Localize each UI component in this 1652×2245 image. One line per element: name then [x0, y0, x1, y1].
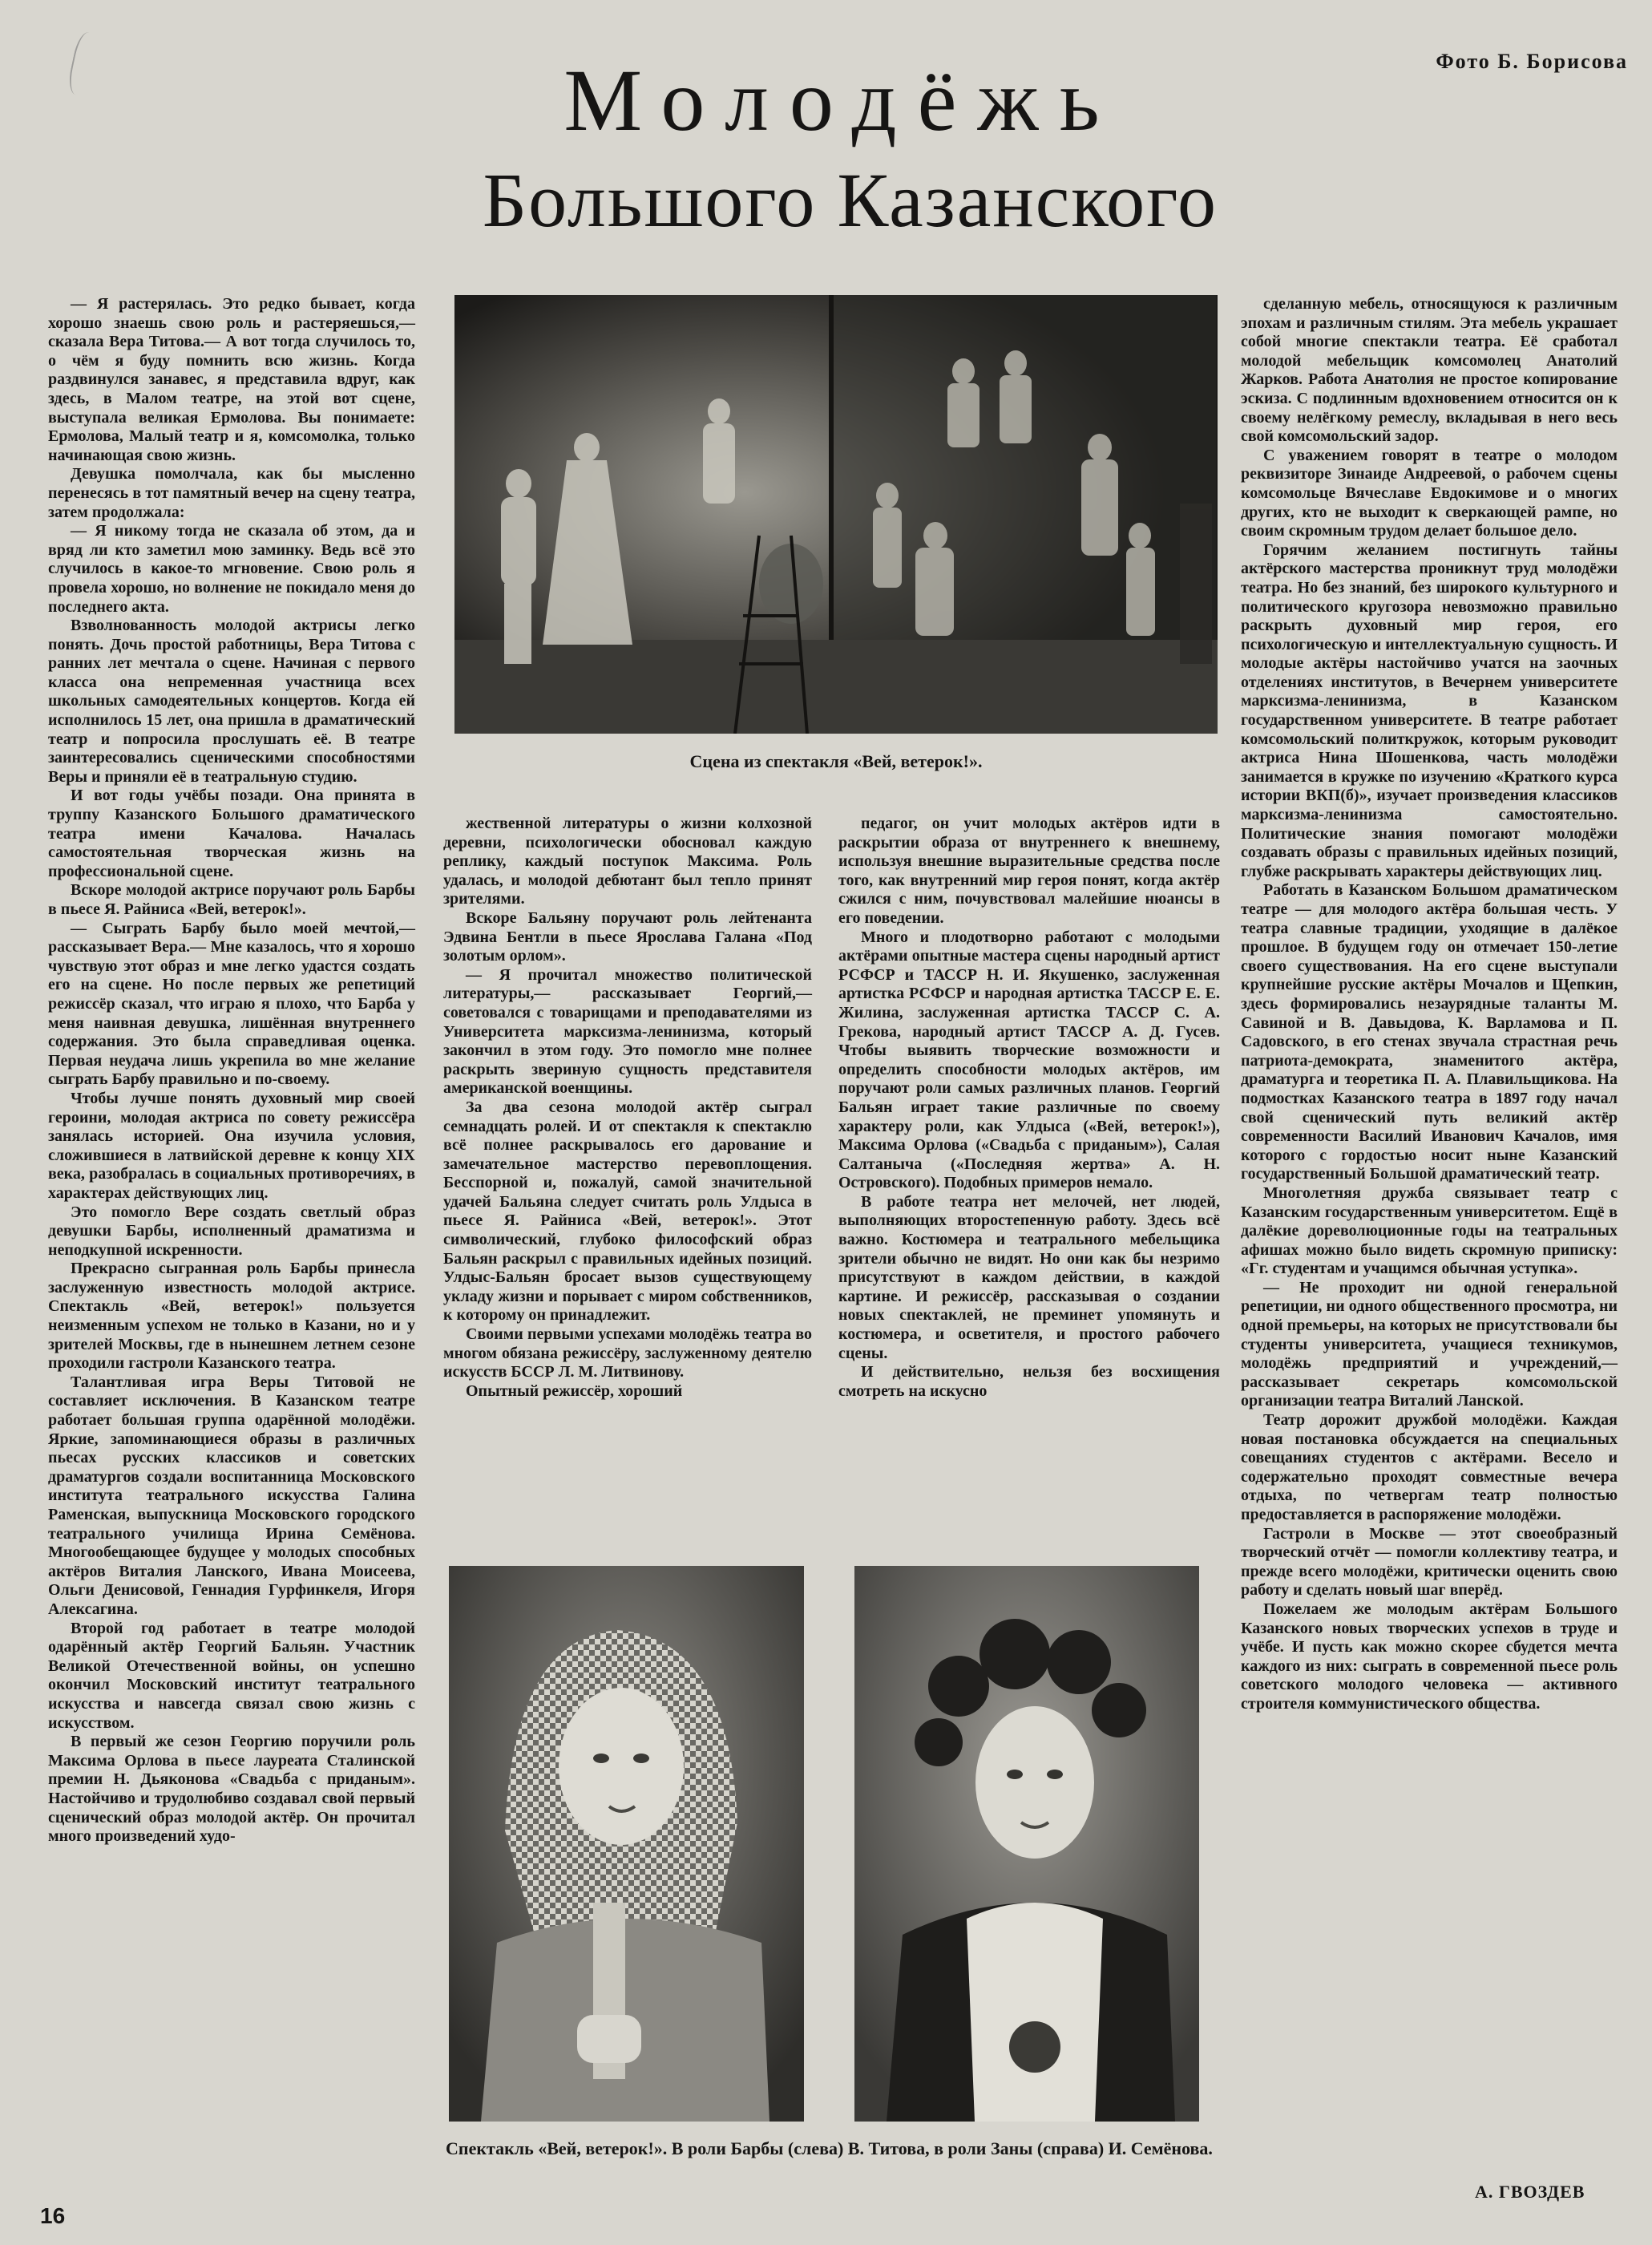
paragraph: Опытный режиссёр, хороший — [466, 1381, 683, 1400]
paragraph: Своими первыми успехами молодёжь театра во многом обязана режиссёру, заслуженному деятелю искусств БССР Л. М. Литвинову. — [443, 1325, 812, 1381]
paragraph: В работе театра нет мелочей, нет людей, выполняющих второстепенную работу. Здесь всё важно. Костюмера и театрального мебельщика зрители обычно не видят. Но они как бы незримо присутствуют в каждом действии, в каждой картине. И режиссёр, рассказывая о создании новых спектаклей, не преминет упомянуть и костюмера, и осветителя, и простого рабочего сцены. — [838, 1192, 1220, 1362]
portrait-photo-right — [854, 1566, 1199, 2122]
paragraph: — Сыграть Барбу было моей мечтой,— рассказывает Вера.— Мне казалось, что я хорошо чувствую этот образ и мне легко удастся создать его на сцене. Но после первых же репетиций режиссёр сказал, что играю я плохо, что Барба у меня наивная девушка, лишённая внутреннего содержания. Это была справедливая оценка. Первая неудача лишь укрепила во мне желание сыграть Барбу правильно и по-своему. — [48, 919, 415, 1089]
paragraph: Это помогло Вере создать светлый образ девушки Барбы, исполненный драматизма и неподкупной искренности. — [48, 1203, 415, 1259]
stage-photo-caption: Сцена из спектакля «Вей, ветерок!». — [689, 751, 983, 771]
column-middle-2 — [838, 815, 1220, 1401]
paragraph: Пожелаем же молодым актёрам Большого Казанского новых творческих успехов в труде и учёбе. И пусть как можно скорее сбудется мечта каждого из них: сыграть в современной пьесе роль советского молодого человека — активного строителя коммунистического общества. — [1241, 1600, 1618, 1713]
column-middle-1 — [443, 815, 812, 1401]
page-number: 16 — [40, 2203, 66, 2228]
paragraph: Многолетняя дружба связывает театр с Казанским государственным университетом. Ещё в далёкие дореволюционные годы на театральных афишах можно было видеть скромную приписку: «Гг. студентам и учащимся обычная уступка». — [1241, 1183, 1618, 1278]
paragraph: Талантливая игра Веры Титовой не составляет исключения. В Казанском театре работает большая группа одарённой молодёжи. Яркие, запоминающиеся образы в различных пьесах русских классиков и советских драматургов создали воспитанница Московского института театрального искусства Галина Раменская, выпускница Московского городского театрального училища Ирина Семёнова. Многообещающее будущее у молодых способных актёров Виталия Ланского, Ивана Моисеева, Ольги Денисовой, Геннадия Гурфинкеля, Игоря Алексагина. — [48, 1373, 415, 1618]
article-title-line2: Большого Казанского — [482, 157, 1218, 243]
stage-scene-photo — [454, 295, 1218, 734]
paragraph: Много и плодотворно работают с молодыми актёрами опытные мастера сцены народный артист РСФСР и ТАССР Н. И. Якушенко, заслуженная артистка РСФСР и народная артистка ТАССР Е. Е. Жилина, заслуженная артистка ТАССР С. А. Грекова, народный артист ТАССР А. Д. Гусев. Чтобы выявить творческие возможности и определить способности молодых актёров, им поручают роли самых различных планов. Георгий Бальян играет такие различные по своему характеру роли, как Улдыса («Вей, ветерок!»), Максима Орлова («Свадьба с приданым»), Салая Салтаныча («Последняя жертва» А. Н. Островского). Подобных примеров немало. — [838, 928, 1220, 1192]
paragraph: С уважением говорят в театре о молодом реквизиторе Зинаиде Андреевой, о рабочем сцены комсомольце Вячеславе Евдокимове и о многих других, кто не выходит к сверкающей рампе, но своим скромным трудом делает большое дело. — [1241, 446, 1618, 540]
paragraph: — Я растерялась. Это редко бывает, когда хорошо знаешь свою роль и растеряешься,— сказала Вера Титова.— А вот тогда случилось то, о чём я буду помнить всю жизнь. Когда раздвинулся занавес, я представила вдруг, как здесь, в Малом театре, на этой вот сцене, выступала великая Ермолова. Вы понимаете: Ермолова, Малый театр и я, комсомолка, только начинающая свою жизнь. — [48, 295, 415, 464]
column-left — [48, 295, 415, 1847]
paragraph: Вскоре Бальяну поручают роль лейтенанта Эдвина Бентли в пьесе Ярослава Галана «Под золотым орлом». — [443, 908, 812, 965]
paragraph: И вот годы учёбы позади. Она принята в труппу Казанского Большого драматического театра имени Качалова. Началась самостоятельная творческая жизнь на профессиональной сцене. — [48, 787, 415, 880]
photo-credit: Фото Б. Борисова — [1436, 50, 1628, 73]
portraits-caption: Спектакль «Вей, ветерок!». В роли Барбы (слева) В. Титова, в роли Заны (справа) И. Семёнова. — [446, 2138, 1213, 2158]
paragraph: Горячим желанием постигнуть тайны актёрского мастерства проникнут труд молодёжи театра. Но без знаний, без широкого культурного и политического кругозора невозможно правильно раскрыть духовный мир героя, его психологическую и интеллектуальную сущность. И молодые актёры настойчиво учатся на заочных отделениях институтов, в Вечернем университете марксизма-ленинизма, в Казанском государственном университете. В театре работает комсомольский политкружок, которым руководит актриса Нина Шошенкова, часть молодёжи занимается в кружке по изучению «Краткого курса истории ВКП(б)», изучает произведения классиков марксизма-ленинизма самостоятельно. Политические знания помогают молодёжи создавать образы с правильных идейных позиций, глубже раскрывать характеры действующих лиц. — [1241, 540, 1618, 880]
paragraph: Работать в Казанском Большом драматическом театре — для молодого актёра большая честь. У театра славные традиции, уходящие в далёкое прошлое. В будущем году он отмечает 150-летие своего существования. На его сцене выступали крупнейшие русские актёры Мочалов и Щепкин, здесь формировались незаурядные таланты М. Савиной и В. Давыдова, К. Варламова и П. Садовского, в его стенах звучала страстная речь патриота-демократа, знаменитого актёра, драматурга и теоретика П. А. Плавильщикова. На подмостках Казанского театра в 1897 году начал свой сценический путь великий актёр современности Василий Иванович Качалов, имя которого с гордостью носит ныне Казанский государственный Большой драматический театр. — [1241, 881, 1618, 1183]
paragraph: Прекрасно сыгранная роль Барбы принесла заслуженную известность молодой актрисе. Спектакль «Вей, ветерок!» пользуется неизменным успехом не только в Казани, но и у зрителей Москвы, где в нынешнем летнем сезоне проходили гастроли Казанского театра. — [48, 1260, 415, 1373]
portrait-photo-left — [449, 1566, 804, 2122]
article-title-line1: Молодёжь — [563, 51, 1121, 149]
paragraph: — Не проходит ни одной генеральной репетиции, ни одного общественного просмотра, ни одной премьеры, на которых не присутствовали бы студенты университета, учащиеся техникумов, молодёжь предприятий и учреждений,— рассказывает секретарь комсомольской организации театра Виталий Ланской. — [1241, 1278, 1618, 1410]
column-right — [1241, 295, 1618, 1714]
paragraph: Вскоре молодой актрисе поручают роль Барбы в пьесе Я. Райниса «Вей, ветерок!». — [48, 881, 415, 918]
paragraph: Театр дорожит дружбой молодёжи. Каждая новая постановка обсуждается на специальных совещаниях студентов с актёрами. Весело и содержательно проходят совместные вечера отдыха, по четвергам театр полностью предоставляется в распоряжение молодёжи. — [1241, 1411, 1618, 1523]
paragraph: — Я никому тогда не сказала об этом, да и вряд ли кто заметил мою заминку. Ведь всё это случилось в какое-то мгновение. Свою роль я провела хорошо, но волнение не покидало меня до последнего акта. — [48, 522, 415, 616]
paragraph: — Я прочитал множество политической литературы,— рассказывает Георгий,— советовался с товарищами и преподавателями из Университета марксизма-ленинизма, который закончил в этом году. Это помогло мне полнее раскрыть звериную сущность представителя американской военщины. — [443, 965, 812, 1098]
paragraph: Чтобы лучше понять духовный мир своей героини, молодая актриса по совету режиссёра занялась историей. Она изучила условия, сложившиеся в латвийской деревне к концу XIX века, разобралась в социальных противоречиях, в характерах действующих лиц. — [48, 1089, 415, 1202]
paragraph: И действительно, нельзя без восхищения смотреть на искусно — [838, 1363, 1220, 1400]
paragraph: сделанную мебель, относящуюся к различным эпохам и различным стилям. Эта мебель украшает собой многие спектакли театра. Её сработал молодой мебельщик комсомолец Анатолий Жарков. Работа Анатолия не простое копирование эскиза. С подлинным вдохновением относится он к своему нелёгкому ремеслу, вкладывая в него весь свой комсомольский задор. — [1241, 295, 1618, 446]
paragraph: За два сезона молодой актёр сыграл семнадцать ролей. И от спектакля к спектаклю всё полнее раскрывалось его дарование и замечательное мастерство перевоплощения. Бесспорной и, пожалуй, самой значительной удачей Бальяна следует считать роль Улдыса в пьесе Я. Райниса «Вей, ветерок!». Этот символический, глубоко философский образ Бальян раскрыл с правильных идейных позиций. Улдыс-Бальян бросает вызов существующему укладу жизни и порывает с миром собственников, к которому он принадлежит. — [443, 1098, 812, 1325]
paragraph: Гастроли в Москве — этот своеобразный творческий отчёт — помогли коллективу театра, и прежде всего молодёжи, критически оценить свою работу и сделать новый шаг вперёд. — [1241, 1524, 1618, 1600]
paragraph: жественной литературы о жизни колхозной деревни, психологически обосновал каждую реплику, каждый поступок Максима. Роль удалась, и молодой дебютант был тепло принят зрителями. — [443, 815, 812, 908]
paragraph: Девушка помолчала, как бы мысленно перенесясь в тот памятный вечер на сцену театра, затем продолжала: — [48, 465, 415, 521]
paragraph: Второй год работает в театре молодой одарённый актёр Георгий Бальян. Участник Великой Отечественной войны, он успешно окончил Московский институт театрального искусства и навсегда связал свою жизнь с искусством. — [48, 1619, 415, 1732]
author-signature: А. ГВОЗДЕВ — [1475, 2182, 1585, 2202]
paragraph: В первый же сезон Георгию поручили роль Максима Орлова в пьесе лауреата Сталинской премии Н. Дьяконова «Свадьба с приданым». Настойчиво и трудолюбиво создавал свой первый сценический образ молодой актёр. Он прочитал много произведений худо- — [48, 1733, 415, 1846]
paragraph: педагог, он учит молодых актёров идти в раскрытии образа от внутреннего к внешнему, используя внешние выразительные средства после того, как внутренний мир героя понят, когда актёр сжился с ним, почувствовал малейшие нюансы в его поведении. — [838, 815, 1220, 927]
paragraph: Взволнованность молодой актрисы легко понять. Дочь простой работницы, Вера Титова с ранних лет мечтала о сцене. Начиная с первого класса она непременная участница всех школьных самодеятельных концертов. Когда ей исполнилось 15 лет, она пришла в драматический театр и попросила прослушать её. В театре заинтересовались сценическими способностями Веры и приняли её в театральную студию. — [48, 617, 415, 786]
